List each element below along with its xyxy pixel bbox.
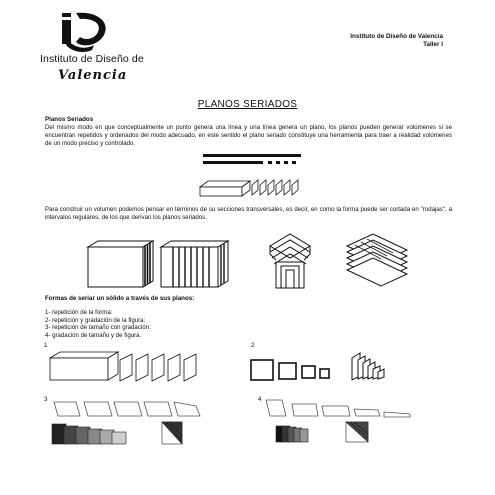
method-3-figure [50,396,220,451]
method-2-figure [248,350,398,385]
logo-mark-icon [40,10,150,55]
figure-label-3: 3 [44,396,48,403]
figure-label-2: 2 [251,342,255,349]
figure-label-4: 4 [258,396,262,403]
list-item: 4- gradación de tamaño y de figura. [45,331,142,339]
institute-logo [40,10,150,85]
institution-name: Instituto de Diseño de Valencia [350,33,443,40]
logo-script-text: Valencia [58,68,128,83]
document-header-info [350,33,443,49]
methods-heading: Formas de seriar un sólido a través de sus planos: [45,295,195,302]
list-item: 3- repetición de tamaño con gradación: [45,324,151,332]
list-item: 1- repetición de la forma: [45,309,113,316]
intro-heading: Planos Seriados [45,116,94,123]
figure-label-1: 1 [44,342,48,349]
construction-paragraph: Para construir un volumen podemos pensar en términos de su secciones transversales, es decir, en como la forma puede ser cortada en "rodajas", a intervalos regulares, de los que derivan los planos seriados. [45,206,452,221]
sliced-volumes-figure [85,232,485,292]
method-4-figure [262,396,432,451]
method-1-figure [48,350,208,385]
logo-text: Instituto de Diseño de [40,53,144,65]
serial-planes-figure [200,152,340,202]
list-item: 2- repetición y gradación de la figura: [45,316,146,324]
intro-paragraph: Del mismo modo en que conceptualmente un punto genera una línea y una línea genera un plano, los planos pueden generar volúmenes si se encuentran repetidos y ordenados del modo adecuado, en este sentido el plano seriado constituye una herramienta para traer a realidad volúmenes de un modo preciso y controlado. [45,124,452,147]
course-name: Taller I [423,41,443,48]
page-title: PLANOS SERIADOS [197,99,298,110]
methods-list [45,309,151,339]
